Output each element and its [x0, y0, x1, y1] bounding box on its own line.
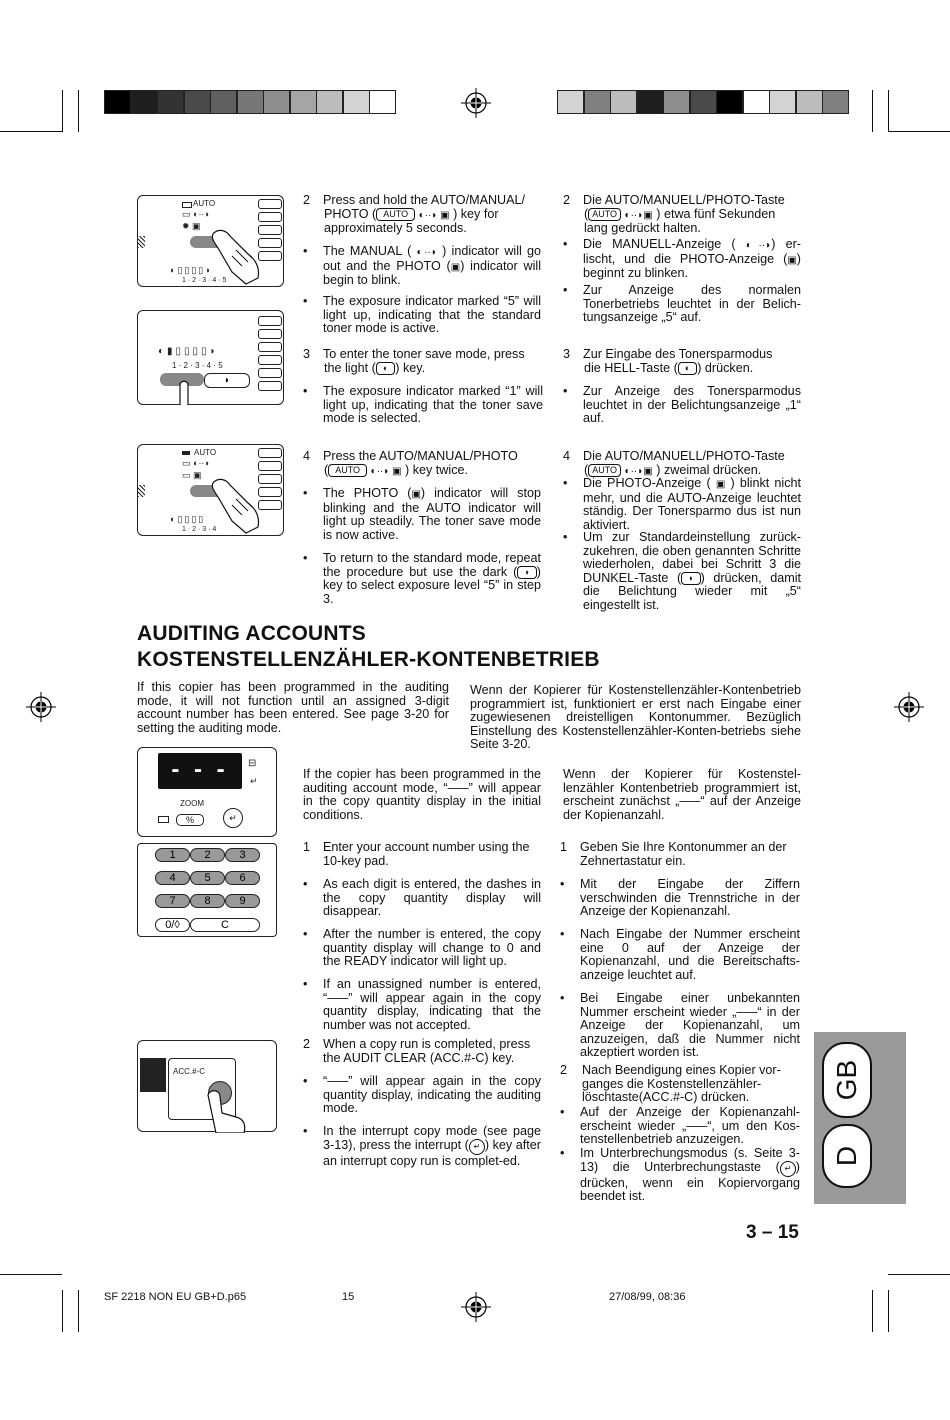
color-swatch	[104, 90, 131, 114]
photo-icon: ▣	[411, 489, 421, 500]
audit-clear-panel	[137, 1040, 277, 1132]
keypad-key: 6	[225, 871, 260, 885]
dark-key-icon: ◗	[517, 566, 536, 579]
color-swatch	[184, 90, 211, 114]
manual-indicator-icon: ▭ ◐··◗	[182, 458, 210, 468]
color-swatch	[690, 90, 717, 114]
color-swatch	[716, 90, 743, 114]
side-keys	[256, 313, 284, 403]
footer-page: 15	[342, 1291, 355, 1303]
interrupt-key-icon: ↵	[223, 808, 243, 828]
light-key-icon: ◐	[678, 362, 697, 375]
dark-key-icon: ◗	[681, 572, 700, 585]
copy-display-panel	[137, 747, 277, 837]
exposure-indicators-icon: ◐▯▯▯▯◗	[170, 265, 213, 275]
de-step-a1: 1 Geben Sie Ihre Kontonummer an der Zehnertastatur ein.	[560, 840, 787, 868]
hand-pressing-icon	[208, 475, 263, 535]
manual-icon: ◐··◗ ▣	[370, 465, 402, 477]
exposure-scale: 1 · 2 · 3 · 4 · 5	[172, 361, 223, 370]
exposure-scale: 1 · 2 · 3 · 4 · 5	[182, 277, 227, 284]
manual-icon: ◐··◗▣	[624, 465, 653, 477]
exposure-scale: 1 · 2 · 3 · 4	[182, 526, 217, 533]
en-auditing-intro: If this copier has been programmed in the auditing mode, it will not function until an assigned 3-digit account number has been entered. See page 3-20 for setting the auditing mode.	[137, 680, 449, 735]
color-swatch	[157, 90, 184, 114]
en-bullet-exposure-5: • The exposure indicator marked “5” will light up, indicating that the standard toner mode is active.	[303, 294, 541, 336]
de-bullet-photo: • Die PHOTO-Anzeige ( ▣ ) blinkt nicht mehr, und die AUTO-Anzeige leuchtet ständig. Der Tonersparmo dus ist nun aktiviert.	[563, 476, 802, 532]
control-panel-illustration-3	[137, 444, 284, 536]
en-step-a2: 2 When a copy run is completed, press the AUDIT CLEAR (ACC.#-C) key.	[303, 1037, 531, 1065]
auto-label: AUTO	[194, 448, 217, 457]
side-hatch	[138, 485, 145, 497]
color-swatch	[316, 90, 343, 114]
manual-indicator-icon: ▭ ◐··◗	[182, 209, 210, 219]
de-bullet-a1: • Mit der Eingabe der Ziffern verschwinden die Trennstriche in der Anzeige der Kopienanzahl.	[560, 877, 800, 919]
en-bullet-a4: • “–––” will appear again in the copy quantity display, indicating the auditing mode.	[303, 1074, 541, 1116]
en-step-2: 2 Press and hold the AUTO/MANUAL/ PHOTO ( AUTO ◐··◗ ▣ ) key for approximately 5 seconds.	[303, 193, 526, 236]
dark-key-icon: ◗	[204, 373, 250, 388]
de-step-3: 3 Zur Eingabe des Tonersparmodus die HELL-Taste ( ◐ ) drücken.	[563, 347, 773, 375]
keypad-key: 1	[155, 848, 190, 862]
manual-icon: ◐··◗	[745, 240, 772, 251]
hand-pressing-icon	[208, 226, 263, 286]
auto-key-icon: AUTO	[328, 464, 367, 477]
color-swatch	[210, 90, 237, 114]
en-bullet-a5: • In the interrupt copy mode (see page 3-13), press the interrupt ( ↵ ) key after an interrupt copy run is complet-ed.	[303, 1124, 541, 1168]
color-swatch	[796, 90, 823, 114]
color-swatch	[637, 90, 664, 114]
photo-icon: ▣	[715, 479, 726, 490]
en-bullet-photo: • The PHOTO (▣) indicator will stop blinking and the AUTO indicator will light up steadily. The toner save mode is now active.	[303, 486, 541, 542]
footer-file: SF 2218 NON EU GB+D.p65	[104, 1291, 247, 1303]
en-step-4: 4 Press the AUTO/MANUAL/PHOTO ( AUTO ◐··◗ ▣ ) key twice.	[303, 449, 518, 477]
de-bullet-a4: • Auf der Anzeige der Kopienanzahl-erscheint wieder „–––“, um den Kos-tenstellenbetrieb anzuzeigen.	[560, 1105, 800, 1147]
registration-mark-top-icon	[461, 88, 491, 118]
registration-mark-left-icon	[26, 692, 56, 722]
en-bullet-a3: • If an unassigned number is entered, “–––” will appear again in the copy quantity display, indicating that the number was not accepted.	[303, 977, 541, 1032]
heading-kostenstellenzaehler: KOSTENSTELLENZÄHLER-KONTENBETRIEB	[137, 648, 600, 671]
color-swatch	[822, 90, 849, 114]
zoom-indicator	[158, 816, 169, 823]
color-swatch	[769, 90, 796, 114]
color-swatch	[557, 90, 584, 114]
de-bullet-a3: • Bei Eingabe einer unbekannten Nummer erscheint wieder „–––“ in der Anzeige der Kopienanzahl, um anzuzeigen, daß die Nummer nicht akzeptiert worden ist.	[560, 991, 800, 1060]
keypad-key: C	[190, 918, 260, 932]
keypad-key: 9	[225, 894, 260, 908]
photo-indicator-icon: ✹ ▣	[182, 221, 201, 231]
manual-icon: ◐··◗ ▣	[418, 209, 450, 221]
page-number: 3 – 15	[746, 1222, 799, 1243]
de-step-2: 2 Die AUTO/MANUELL/PHOTO-Taste ( AUTO ◐··◗▣ ) etwa fünf Sekunden lang gedrückt halten.	[563, 193, 785, 236]
color-swatch	[263, 90, 290, 114]
de-bullet-exposure-5: • Zur Anzeige des normalen Tonerbetriebs leuchtet in der Belich-tungsanzeige „5“ auf.	[563, 283, 801, 325]
auto-key-icon: AUTO	[588, 464, 621, 477]
color-swatch	[743, 90, 770, 114]
acc-c-label: ACC.#-C	[173, 1067, 206, 1076]
percent-key: %	[176, 814, 204, 826]
tab-d-badge	[822, 1124, 872, 1188]
photo-icon: ▣	[787, 254, 797, 266]
control-panel-illustration-1	[137, 195, 284, 287]
finger-icon	[174, 379, 194, 405]
de-auditing-programmed: Wenn der Kopierer für Kostenstel-lenzähler Kontenbetrieb programmiert ist, erscheint zunächst „–––“ auf der Anzeige der Kopienanzahl.	[563, 767, 801, 822]
color-swatch	[584, 90, 611, 114]
tab-gb-label: GB	[831, 1059, 862, 1101]
keypad-key: 2	[190, 848, 225, 862]
keypad-key: 0/◊	[155, 918, 190, 932]
color-swatch	[237, 90, 264, 114]
interrupt-key-icon: ↵	[469, 1139, 485, 1155]
de-bullet-a5: • Im Unterbrechungsmodus (s. Seite 3-13) die Unterbrechungstaste ( ↵ ) drücken, wenn ein Kopiervorgang beendet ist.	[560, 1146, 800, 1204]
zoom-label: ZOOM	[180, 799, 204, 808]
en-bullet-return: • To return to the standard mode, repeat the procedure but use the dark ( ◗ ) key to select exposure level “5” in step 3.	[303, 551, 541, 606]
auto-indicator	[182, 202, 192, 208]
tab-gb-badge	[822, 1042, 872, 1118]
registration-mark-bottom-icon	[461, 1292, 491, 1322]
interrupt-key-icon: ↵	[780, 1161, 796, 1177]
keypad-key: 5	[190, 871, 225, 885]
side-hatch	[138, 236, 145, 248]
de-step-4: 4 Die AUTO/MANUELL/PHOTO-Taste ( AUTO ◐··◗▣ ) zweimal drücken.	[563, 449, 785, 477]
en-auditing-programmed: If the copier has been programmed in the auditing account mode, “–––” will appear in the copy quantity display in the initial conditions.	[303, 767, 541, 822]
auto-label: AUTO	[193, 199, 216, 208]
manual-icon: ◐··◗	[416, 247, 437, 258]
control-panel-illustration-2	[137, 310, 284, 405]
color-swatch	[663, 90, 690, 114]
exposure-indicators-icon: ◐▮▯▯▯▯◗	[158, 346, 219, 357]
auto-key-icon: AUTO	[376, 208, 415, 221]
tray-icon: ⊟	[248, 758, 257, 769]
de-step-a2: 2 Nach Beendigung eines Kopier vor-ganges die Kostenstellenzähler-löschtaste(ACC.#-C) drücken.	[560, 1063, 781, 1105]
en-bullet-exposure-1: • The exposure indicator marked “1” will light up, indicating that the toner save mode is selected.	[303, 384, 543, 426]
en-bullet-a2: • After the number is entered, the copy quantity display will change to 0 and the READY indicator will light up.	[303, 927, 541, 969]
light-key-icon: ◐	[376, 362, 395, 375]
display-corner	[140, 1058, 166, 1092]
de-bullet-manual: • Die MANUELL-Anzeige ( ◐··◗) er- lischt, und die PHOTO-Anzeige (▣) beginnt zu blinken.	[563, 237, 801, 281]
copy-quantity-display: - - -	[158, 753, 242, 789]
color-swatch	[131, 90, 158, 114]
keypad-key: 4	[155, 871, 190, 885]
language-side-tab	[814, 1032, 906, 1204]
de-bullet-a2: • Nach Eingabe der Nummer erscheint eine 0 auf der Anzeige der Kopienanzahl, und die Bereitschafts-anzeige leuchtet auf.	[560, 927, 800, 982]
de-bullet-return: • Um zur Standardeinstellung zurück-zukehren, die oben genannten Schritte wiederholen, dabei bei Schritt 3 die DUNKEL-Taste ( ◗ ) drücken, damit die Belichtung wieder mit „5“ eingestellt ist.	[563, 530, 801, 612]
en-bullet-manual: • The MANUAL ( ◐··◗ ) indicator will go out and the PHOTO (▣) indicator will begin to blink.	[303, 244, 542, 288]
color-swatch	[290, 90, 317, 114]
color-swatch	[610, 90, 637, 114]
auto-indicator-lit	[182, 451, 190, 455]
manual-icon: ◐··◗▣	[624, 209, 653, 221]
enter-icon: ↵	[250, 776, 258, 786]
heading-auditing-accounts: AUDITING ACCOUNTS	[137, 622, 366, 645]
keypad-key: 3	[225, 848, 260, 862]
tab-d-label: D	[831, 1145, 862, 1167]
keypad-key: 8	[190, 894, 225, 908]
finger-pressing-icon	[202, 1089, 248, 1133]
en-step-3: 3 To enter the toner save mode, press the light ( ◐ ) key.	[303, 347, 525, 375]
exposure-indicators-icon: ◐▯▯▯▯	[170, 514, 206, 524]
footer-date: 27/08/99, 08:36	[609, 1291, 686, 1303]
de-bullet-exposure-1: • Zur Anzeige des Tonersparmodus leuchtet in der Belichtungsanzeige „1“ auf.	[563, 384, 801, 426]
photo-icon: ▣	[450, 261, 461, 273]
en-step-a1: 1 Enter your account number using the 10-key pad.	[303, 840, 530, 868]
color-swatch	[343, 90, 370, 114]
photo-indicator-icon: ▭ ▣	[182, 470, 202, 480]
de-auditing-intro: Wenn der Kopierer für Kostenstellenzähler-Kontenbetrieb programmiert ist, funktioniert er erst nach Eingabe einer zugewiesenen dreistelligen Kontonummer. Bezüglich Einstellung des Kostenstellenzähler-Konten-betriebs siehe Seite 3-20.	[470, 683, 801, 752]
auto-key-icon: AUTO	[588, 208, 621, 221]
color-swatch	[369, 90, 396, 114]
keypad-panel	[137, 843, 277, 937]
registration-mark-right-icon	[894, 692, 924, 722]
en-bullet-a1: • As each digit is entered, the dashes in the copy quantity display will disappear.	[303, 877, 541, 919]
keypad-key: 7	[155, 894, 190, 908]
